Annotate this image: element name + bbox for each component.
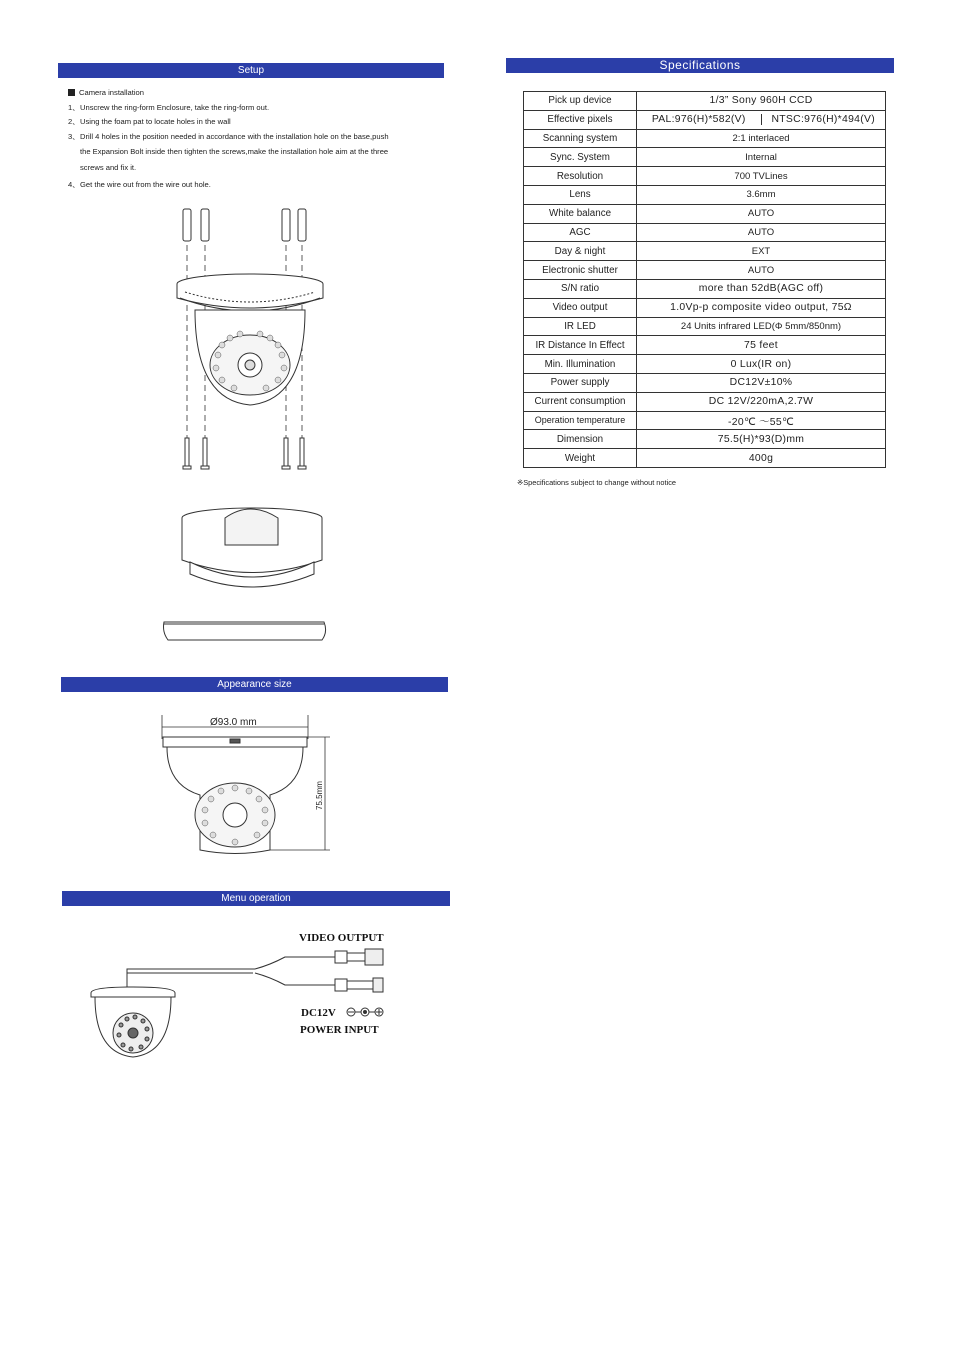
- spec-label: Electronic shutter: [524, 261, 637, 280]
- table-row: [524, 92, 886, 111]
- setup-section-header: [58, 63, 444, 78]
- setup-step: 3、Drill 4 holes in the position needed in accordance with the installation hole on the base,push: [68, 132, 389, 141]
- menu-section-header: [62, 891, 450, 906]
- spec-label: Power supply: [524, 373, 637, 392]
- foam-pad-icon: [164, 622, 326, 640]
- table-row: [524, 279, 886, 298]
- table-row: [524, 411, 886, 430]
- table-row: [524, 167, 886, 186]
- table-row: [524, 336, 886, 355]
- spec-value: 3.6mm: [637, 185, 886, 204]
- spec-label: Day & night: [524, 242, 637, 261]
- table-row: [524, 317, 886, 336]
- setup-step: the Expansion Bolt inside then tighten the screws,make the installation hole aim at the three: [80, 147, 389, 156]
- camera-dome-small-icon: [91, 987, 175, 1057]
- spec-label: Weight: [524, 449, 637, 468]
- table-row: [524, 392, 886, 411]
- specifications-table: [523, 91, 886, 468]
- spec-value: EXT: [637, 242, 886, 261]
- table-row: [524, 261, 886, 280]
- pal-pixels: PAL:976(H)*582(V): [637, 114, 762, 125]
- specifications-note: ※Specifications subject to change without notice: [517, 478, 677, 487]
- spec-label: Operation temperature: [524, 411, 637, 430]
- spec-label: Effective pixels: [524, 110, 637, 129]
- spec-label: Current consumption: [524, 392, 637, 411]
- spec-value: AUTO: [637, 223, 886, 242]
- wiring-diagram: [85, 925, 405, 1065]
- spec-label: White balance: [524, 204, 637, 223]
- table-row: [524, 185, 886, 204]
- video-output-label: VIDEO OUTPUT: [299, 932, 384, 944]
- table-row: [524, 242, 886, 261]
- spec-label: Scanning system: [524, 129, 637, 148]
- specifications-section-header: [506, 58, 894, 73]
- spec-label: IR LED: [524, 317, 637, 336]
- table-row: [524, 129, 886, 148]
- appearance-title: Appearance size: [217, 679, 292, 690]
- spec-value: 75.5(H)*93(D)mm: [637, 430, 886, 449]
- setup-step: screws and fix it.: [80, 163, 137, 172]
- table-row: [524, 449, 886, 468]
- spec-label: Lens: [524, 185, 637, 204]
- setup-title: Setup: [237, 65, 265, 76]
- expansion-bolt-icons: [183, 209, 306, 241]
- appearance-section-header: [61, 677, 448, 692]
- menu-title: Menu operation: [221, 893, 291, 904]
- appearance-size-diagram: [155, 705, 345, 865]
- spec-label: AGC: [524, 223, 637, 242]
- screw-icons: [183, 438, 306, 469]
- spec-label: Dimension: [524, 430, 637, 449]
- table-row: [524, 298, 886, 317]
- spec-label: Min. Illumination: [524, 355, 637, 374]
- spec-value: [637, 110, 886, 129]
- setup-step: 2、Using the foam pat to locate holes in the wall: [68, 117, 231, 126]
- height-label: 75.5mm: [315, 781, 324, 810]
- ntsc-pixels: NTSC:976(H)*494(V): [771, 114, 876, 126]
- spec-value: AUTO: [637, 204, 886, 223]
- spec-label: Sync. System: [524, 148, 637, 167]
- diameter-label: Ø93.0 mm: [210, 717, 257, 728]
- spec-label: Video output: [524, 298, 637, 317]
- spec-label: S/N ratio: [524, 279, 637, 298]
- table-row: [524, 110, 886, 129]
- spec-label: Pick up device: [524, 92, 637, 111]
- spec-value: 1/3” Sony 960H CCD: [637, 92, 886, 111]
- spec-value: Internal: [637, 148, 886, 167]
- setup-step: 4、Get the wire out from the wire out hole.: [68, 180, 211, 189]
- table-row: [524, 373, 886, 392]
- spec-value: more than 52dB(AGC off): [637, 279, 886, 298]
- spec-value: 24 Units infrared LED(Φ 5mm/850nm): [637, 317, 886, 336]
- table-row: [524, 148, 886, 167]
- dc-jack-icon: [335, 978, 383, 992]
- spec-value: 1.0Vp-p composite video output, 75Ω: [637, 298, 886, 317]
- spec-value: 75 feet: [637, 336, 886, 355]
- table-row: [524, 355, 886, 374]
- power-input-label: POWER INPUT: [300, 1024, 379, 1036]
- spec-value: DC 12V/220mA,2.7W: [637, 392, 886, 411]
- ring-enclosure-icon: [182, 508, 322, 587]
- spec-value: -20℃ ～55℃: [637, 411, 886, 430]
- camera-side-view-icon: [163, 737, 307, 854]
- polarity-icon: [347, 1008, 383, 1016]
- bullet-square-icon: [68, 89, 75, 96]
- table-row: [524, 430, 886, 449]
- spec-value: 700 TVLines: [637, 167, 886, 186]
- dc12v-label: DC12V: [301, 1007, 336, 1019]
- bnc-connector-icon: [335, 949, 383, 965]
- spec-value: 2:1 interlaced: [637, 129, 886, 148]
- spec-value: DC12V±10%: [637, 373, 886, 392]
- spec-label: Resolution: [524, 167, 637, 186]
- mounting-base-icon: [177, 274, 323, 311]
- table-row: [524, 223, 886, 242]
- spec-value: 0 Lux(IR on): [637, 355, 886, 374]
- table-row: [524, 204, 886, 223]
- spec-value: AUTO: [637, 261, 886, 280]
- installation-heading: Camera installation: [68, 88, 144, 98]
- spec-label: IR Distance In Effect: [524, 336, 637, 355]
- specifications-title: Specifications: [659, 58, 741, 72]
- installation-exploded-diagram: [150, 200, 350, 650]
- camera-dome-icon: [195, 310, 305, 405]
- setup-step: 1、Unscrew the ring-form Enclosure, take the ring-form out.: [68, 103, 270, 112]
- spec-value: 400g: [637, 449, 886, 468]
